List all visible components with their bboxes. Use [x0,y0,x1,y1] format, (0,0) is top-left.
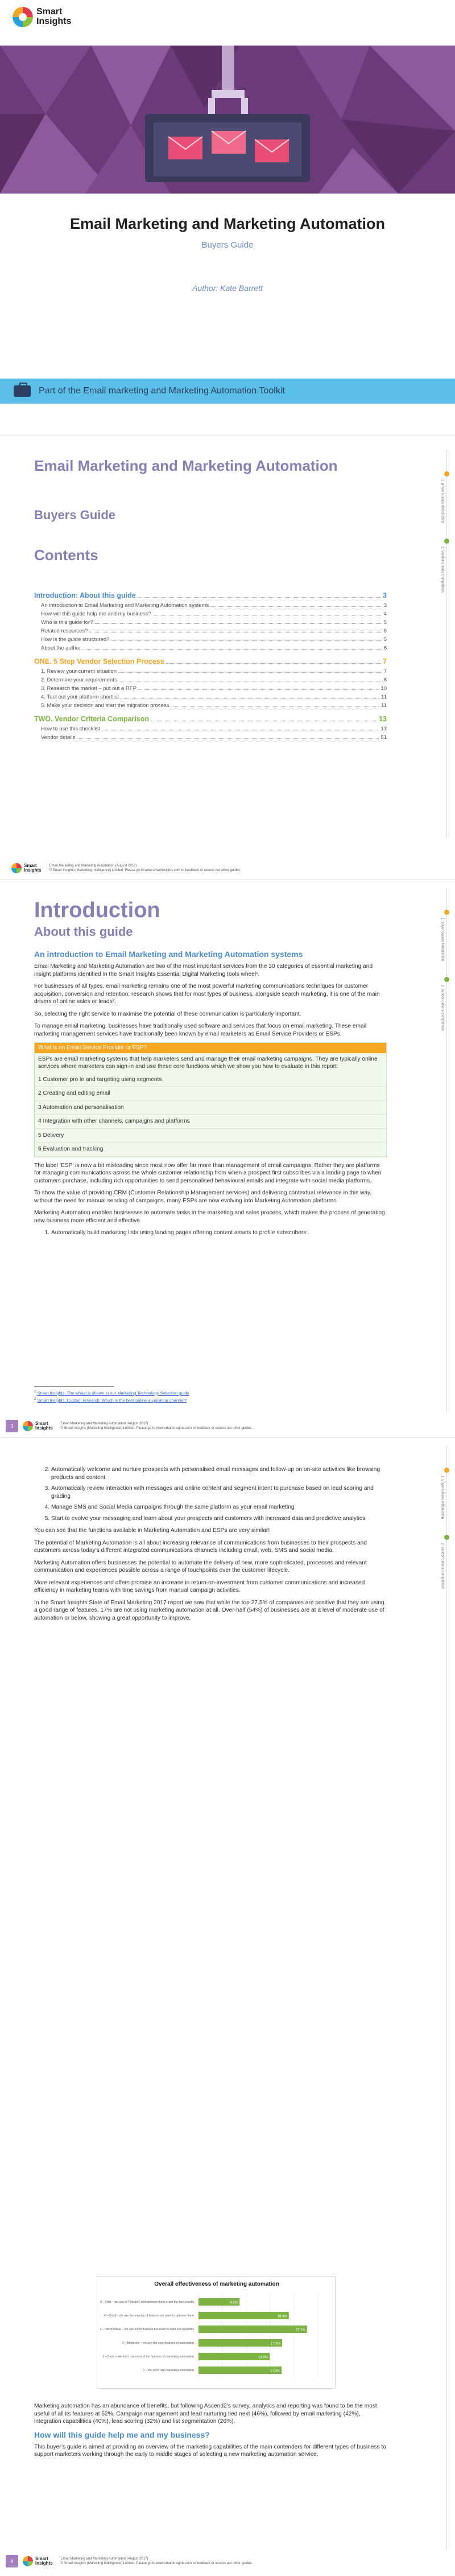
footer-logo [11,863,42,873]
cover-illustration [0,46,455,194]
toc-label: An introduction to Email Marketing and Marketing Automation systems [41,602,209,609]
paragraph: You can see that the functions available in Marketing Automation and ESPs are very similar! [34,1527,270,1534]
list-item: 4. Manage SMS and Social Media campaigns through the same platform as your email marketing [51,1503,387,1511]
side-nav-item-1[interactable]: 1. Buyer Guides Introduction [440,918,444,962]
footer-brand-line1: Smart [35,1421,48,1426]
toc-label: 5. Make your decision and start the migration process [41,702,169,709]
list-item: 5. Start to evolve your messaging and learn about your prospects and customers with increased data and predictive analytics [51,1515,387,1523]
toc-label: How is the guide structured? [41,636,110,643]
section-heading: How will this guide help me and my business? [34,2430,210,2439]
toc-label: TWO. Vendor Criteria Comparison [34,715,150,723]
toc-page-number: 3 [383,591,387,599]
side-nav-item-1[interactable]: 1. Buyer Guides Introduction [440,1476,444,1519]
chart-bar [198,2312,289,2319]
side-nav-line [446,450,447,837]
chart-category-label: 1 – Basic – we don’t use most of the features of marketing automation [102,2355,194,2359]
chart-category-label: 2 – Moderate – we use the core features of automation [122,2341,194,2345]
toc-leader-dots [210,606,382,607]
toc-leader-dots [118,672,382,673]
toc-section-link[interactable] [34,656,387,667]
side-nav-dot-green[interactable] [444,539,449,544]
footnote-2: $^2$ Smart Insights, Custom research: Which is the best online acquisition channel? [34,1396,187,1403]
page-number-badge: 3 [6,1420,18,1432]
paragraph: The potential of Marketing Automation is all about increasing relevance of communications from businesses to their prospects and customers across today’s different integrated communications channels including email, web, SMS and social media. [34,1539,367,1554]
list-item: 1. Automatically build marketing lists using landing pages offering content assets to profile subscribers [51,1229,387,1237]
intro-title: Introduction [34,898,160,922]
footer-brand-line1: Smart [35,2556,48,2561]
toc-page-number: 5 [383,636,387,643]
toc-item-link[interactable] [34,644,387,652]
footer-brand-line1: Smart [24,863,37,868]
toc-label: 3. Research the market – put out a RFP [41,685,136,692]
toc-leader-dots [121,698,379,699]
toc-item-link[interactable] [34,693,387,701]
footer-logo-icon [11,863,22,873]
toc-item-link[interactable] [34,618,387,627]
cover-title: Email Marketing and Marketing Automation [69,215,386,232]
footnote-rule [34,1386,114,1387]
paragraph: This buyer’s guide is aimed at providing an overview of the marketing capabilities of the main contenders for different types of business to support marketers working through the early to middle stages of selecting a new marketing automation service. [34,2443,386,2458]
page-footer [23,2552,455,2571]
chart-data-label: 22.7% [295,2328,305,2332]
footer-line1: Email Marketing and Marketing Automation (August 2017) [49,864,137,868]
footnote-link-2[interactable]: Smart Insights, Custom research: Which is the best online acquisition channel? [37,1398,187,1403]
cover-subtitle: Buyers Guide [201,240,254,250]
toc-item-link[interactable] [34,601,387,610]
chart-bar [198,2326,307,2333]
list-item: 5 Delivery [35,1129,386,1143]
footer-logo [23,1421,53,1431]
footnote-1: $^1$ Smart Insights, The wheel is shown in our Marketing Technology Selection guide [34,1390,189,1396]
toc-section-link[interactable] [34,590,387,601]
footer-logo [23,2556,53,2566]
chart-bar [198,2339,282,2347]
toc-leader-dots [138,689,379,690]
toc-leader-dots [138,597,381,598]
side-navigation [439,450,455,837]
toc-item-link[interactable] [34,610,387,618]
esp-box-heading: What is an Email Service Provider or ESP? [35,1043,386,1053]
toc-page-number: 3 [383,602,387,609]
toc-label: Vendor details [41,734,76,741]
toc-page-number: 6 [383,645,387,651]
paragraph: In the Smart Insights State of Email Marketing 2017 report we saw that while the top 27.5% of companies are positive that they are using a good range of features, 17% are not using marketing automation at all. Over-half (54%) of businesses are at a level of moderate use of automation or below, showing a great opportunity to improve. [34,1599,384,1621]
page4-body-bottom [34,2402,387,2463]
paragraph: To manage email marketing, businesses have traditionally used software and services that focus on email marketing. These email marketing management services have traditionally been known by email marketers as Email Service Providers or ESPs. [34,1023,367,1037]
list-item: 4 Integration with other channels, campaigns and platforms [35,1115,386,1129]
footer-line1: Email Marketing and Marketing Automation (August 2017) [60,2557,148,2561]
smart-insights-logo[interactable] [13,7,71,27]
paragraph: To show the value of providing CRM (Customer Relationship Management services) and delivering contextual relevance in this way, without the need for manual sending of campaigns, many ESPs are now evolving into Marketing Automation platforms. [34,1190,372,1204]
paragraph: Marketing Automation offers businesses the potential to automate the delivery of new, more sophisticated, processes and relevant communication and experiences possible across a range of touchpoints over the customer lifecycle. [34,1559,367,1573]
toc-page-number: 7 [383,658,387,665]
toc-leader-dots [166,663,381,664]
chart-category-label: 5 – High – we use of 'featured' and optimise them to get the best results [100,2300,194,2304]
paragraph: The label ‘ESP’ is now a bit misleading since most now offer far more than management of email campaigns. Rather they are platforms for managing communications across the whole customer relationship from when a prospect first subscribes via a landing page to when customers purchase, including rich opportunities to send personalised behavioural emails and integrate with social media platforms. [34,1162,382,1184]
footer-line2: © Smart Insights (Marketing Intelligence) Limited. Please go to www.smartinsights.com to feedback or access our other guides. [60,1427,253,1430]
list-item: 3. Automatically review interaction with messages and online content and segment intent to purchase based on lead scoring and grading [51,1485,387,1500]
chart-title: Overall effectiveness of marketing automation [154,2281,279,2287]
toc-page-number: 6 [383,628,387,634]
side-nav-item-2[interactable]: 2. Vendor Criteria Comparison [440,547,444,593]
paragraph: More relevant experiences and offers promise an increase in return-on-investment from customer communications and increased efficiency in marketing teams with time savings from manual campaign activities. [34,1579,365,1593]
list-item: 2. Automatically welcome and nurture prospects with personalised email messages and follow-up on on-site activities like browsing products and content [51,1466,387,1481]
toc-page-number: 11 [381,694,387,700]
chart-data-label: 17.5% [270,2342,280,2346]
toc-label: 1. Review your current situation [41,668,117,675]
chart-canvas [97,2277,336,2389]
chart-data-label: 8.6% [230,2301,238,2305]
chart-category-label: 3 – Intermediate – we use some features but need to build out capability [100,2328,194,2331]
toc-page-number: 13 [379,715,387,723]
side-navigation [439,888,455,1412]
toc-item-link[interactable] [34,676,387,684]
toc-label: 4. Test out your platform shortlist [41,694,119,700]
toc-page-number: 4 [383,611,387,617]
logo-text-line1: Smart [36,7,63,17]
toc-item-link[interactable] [34,635,387,644]
list-item: 2 Creating and editing email [35,1087,386,1101]
chart-category-label: 0 – We don’t use marketing automation [142,2369,194,2372]
toc-label: Introduction: About this guide [34,591,136,599]
page-footer [23,1416,455,1436]
list-item: 6 Evaluation and tracking [35,1143,386,1157]
toc-leader-dots [82,649,382,650]
toc-label: 2. Determine your requirements [41,677,117,683]
side-nav-item-2[interactable]: 2. Vendor Criteria Comparison [440,985,444,1031]
toc-label: Who is this guide for? [41,619,93,626]
paragraph: Marketing Automation enables businesses to automate tasks in the marketing and sales process, which makes the process of generating new business more efficient and effective. [34,1210,385,1224]
toolkit-banner-text: Part of the Email marketing and Marketing Automation Toolkit [39,386,285,396]
logo-mark-icon [13,7,33,27]
section-heading: An introduction to Email Marketing and Marketing Automation systems [34,950,303,959]
footer-line2: © Smart Insights (Marketing Intelligence) Limited. Please go to www.smartinsights.com to feedback or access our other guides. [60,2562,253,2565]
toc-leader-dots [77,738,379,739]
chart-data-label: 14.9% [258,2356,268,2360]
automation-list-continued [51,1466,387,1522]
footer-line1: Email Marketing and Marketing Automation (August 2017) [60,1421,148,1425]
toc-page-number: 5 [383,619,387,626]
toc-page-number: 51 [380,734,387,741]
toc-leader-dots [111,640,382,641]
toc-section-link[interactable] [34,713,387,725]
cover-author: Author: Kate Barrett [192,284,263,293]
chart-bar [198,2367,282,2374]
toc-label: About the author [41,645,81,651]
toc-leader-dots [94,623,382,624]
chart-data-label: 17.4% [270,2369,280,2373]
toc-page-number: 10 [380,685,387,692]
toc-page-number: 7 [383,668,387,675]
chart-category-label: 4 – Good – we use the majority of features we need to optimise them [104,2314,194,2318]
side-nav-dot-orange[interactable] [444,1468,449,1473]
toc-label: ONE. 5 Step Vendor Selection Process [34,658,164,665]
list-item: 3 Automation and personalisation [35,1101,386,1115]
side-nav-item-2[interactable]: 2. Vendor Criteria Comparison [440,1543,444,1589]
footnote-link-1[interactable]: Smart Insights, The wheel is shown in our Marketing Technology Selection guide [37,1390,189,1396]
footer-brand-line2: Insights [24,868,42,873]
side-nav-item-1[interactable]: 1. Buyer Guides Introduction [440,479,444,523]
footer-brand-line2: Insights [35,1425,53,1431]
paragraph: Marketing automation has an abundance of benefits, but following Ascend2’s survey, analytics and reporting was found to be the most useful of all its features at 52%. Campaign management and lead nurturing tied next (46%), followed by email marketing (42%), integration capabilities (40%), lead scoring (32%) and list segmentation (26%). [34,2403,377,2425]
toc-item-link[interactable] [34,627,387,635]
chart-data-label: 18.9% [277,2315,287,2319]
briefcase-icon [14,385,31,397]
toolkit-banner[interactable] [0,379,455,404]
paragraph: So, selecting the right service to maximise the potential of these communication is particularly important. [34,1010,301,1017]
logo-text-line2: Insights [36,17,72,26]
toc-item-link[interactable] [34,667,387,676]
intro-subtitle: About this guide [34,925,133,939]
automation-effectiveness-chart [97,2276,336,2389]
page-footer [11,858,444,878]
esp-function-list [35,1073,386,1157]
page-divider [0,1437,455,1438]
side-nav-dot-orange[interactable] [444,471,449,476]
footer-logo-icon [23,2556,33,2566]
list-item: 1 Customer pro le and targeting using segments [35,1073,386,1087]
paragraph: Email Marketing and Marketing Automation are two of the most important services from the 30 categories of essential marketing and insight platforms identified in the Smart Insights Essential Digital Marketing tools wheel¹. [34,963,373,977]
toc-page-number: 11 [381,702,387,709]
side-nav-line [446,888,447,1412]
esp-definition-box [34,1042,387,1157]
footer-logo-icon [23,1421,33,1431]
toc-item-link[interactable] [34,684,387,693]
toc-leader-dots [171,706,379,707]
page4-body-top [34,1466,387,1626]
automation-list [51,1229,387,1237]
toc-item-link[interactable] [34,701,387,710]
page-number-badge: 4 [6,2555,18,2567]
intro-body [34,950,387,1242]
side-nav-dot-green[interactable] [444,1535,449,1540]
toc-page-number: 8 [383,677,387,683]
toc-label: How will this guide help me and my business? [41,611,151,617]
toc-page-number: 13 [380,726,387,732]
footer-line2: © Smart Insights (Marketing Intelligence) Limited. Please go to www.smartinsights.com to feedback or access our other guides. [49,869,241,872]
side-nav-dot-green[interactable] [444,977,449,982]
side-nav-line [446,1446,447,2550]
side-nav-dot-orange[interactable] [444,910,449,915]
contents-heading: Contents [34,547,98,564]
paragraph: For businesses of all types, email marketing remains one of the most powerful marketing communications techniques for customer acquisition, conversion and retention; research shows that for most types of business, alongside search marketing, it is one of the main drivers of online sales or leads². [34,983,380,1005]
table-of-contents [34,586,387,742]
side-navigation [439,1446,455,2550]
toc-label: Related resources? [41,628,88,634]
toc-page-subtitle: Buyers Guide [34,508,116,522]
toc-label: How to use this checklist [41,726,101,732]
toc-page-title: Email Marketing and Marketing Automation [34,457,338,474]
footer-brand-line2: Insights [35,2561,53,2566]
toc-item-link[interactable] [34,733,387,742]
toc-item-link[interactable] [34,725,387,733]
esp-box-body: ESPs are email marketing systems that help marketers send and manage their email marketing campaigns. They are typically online services where marketers can sign-in and use these core functions which we show you how to evaluate in this report: [38,1055,378,1070]
footnotes [34,1386,387,1403]
